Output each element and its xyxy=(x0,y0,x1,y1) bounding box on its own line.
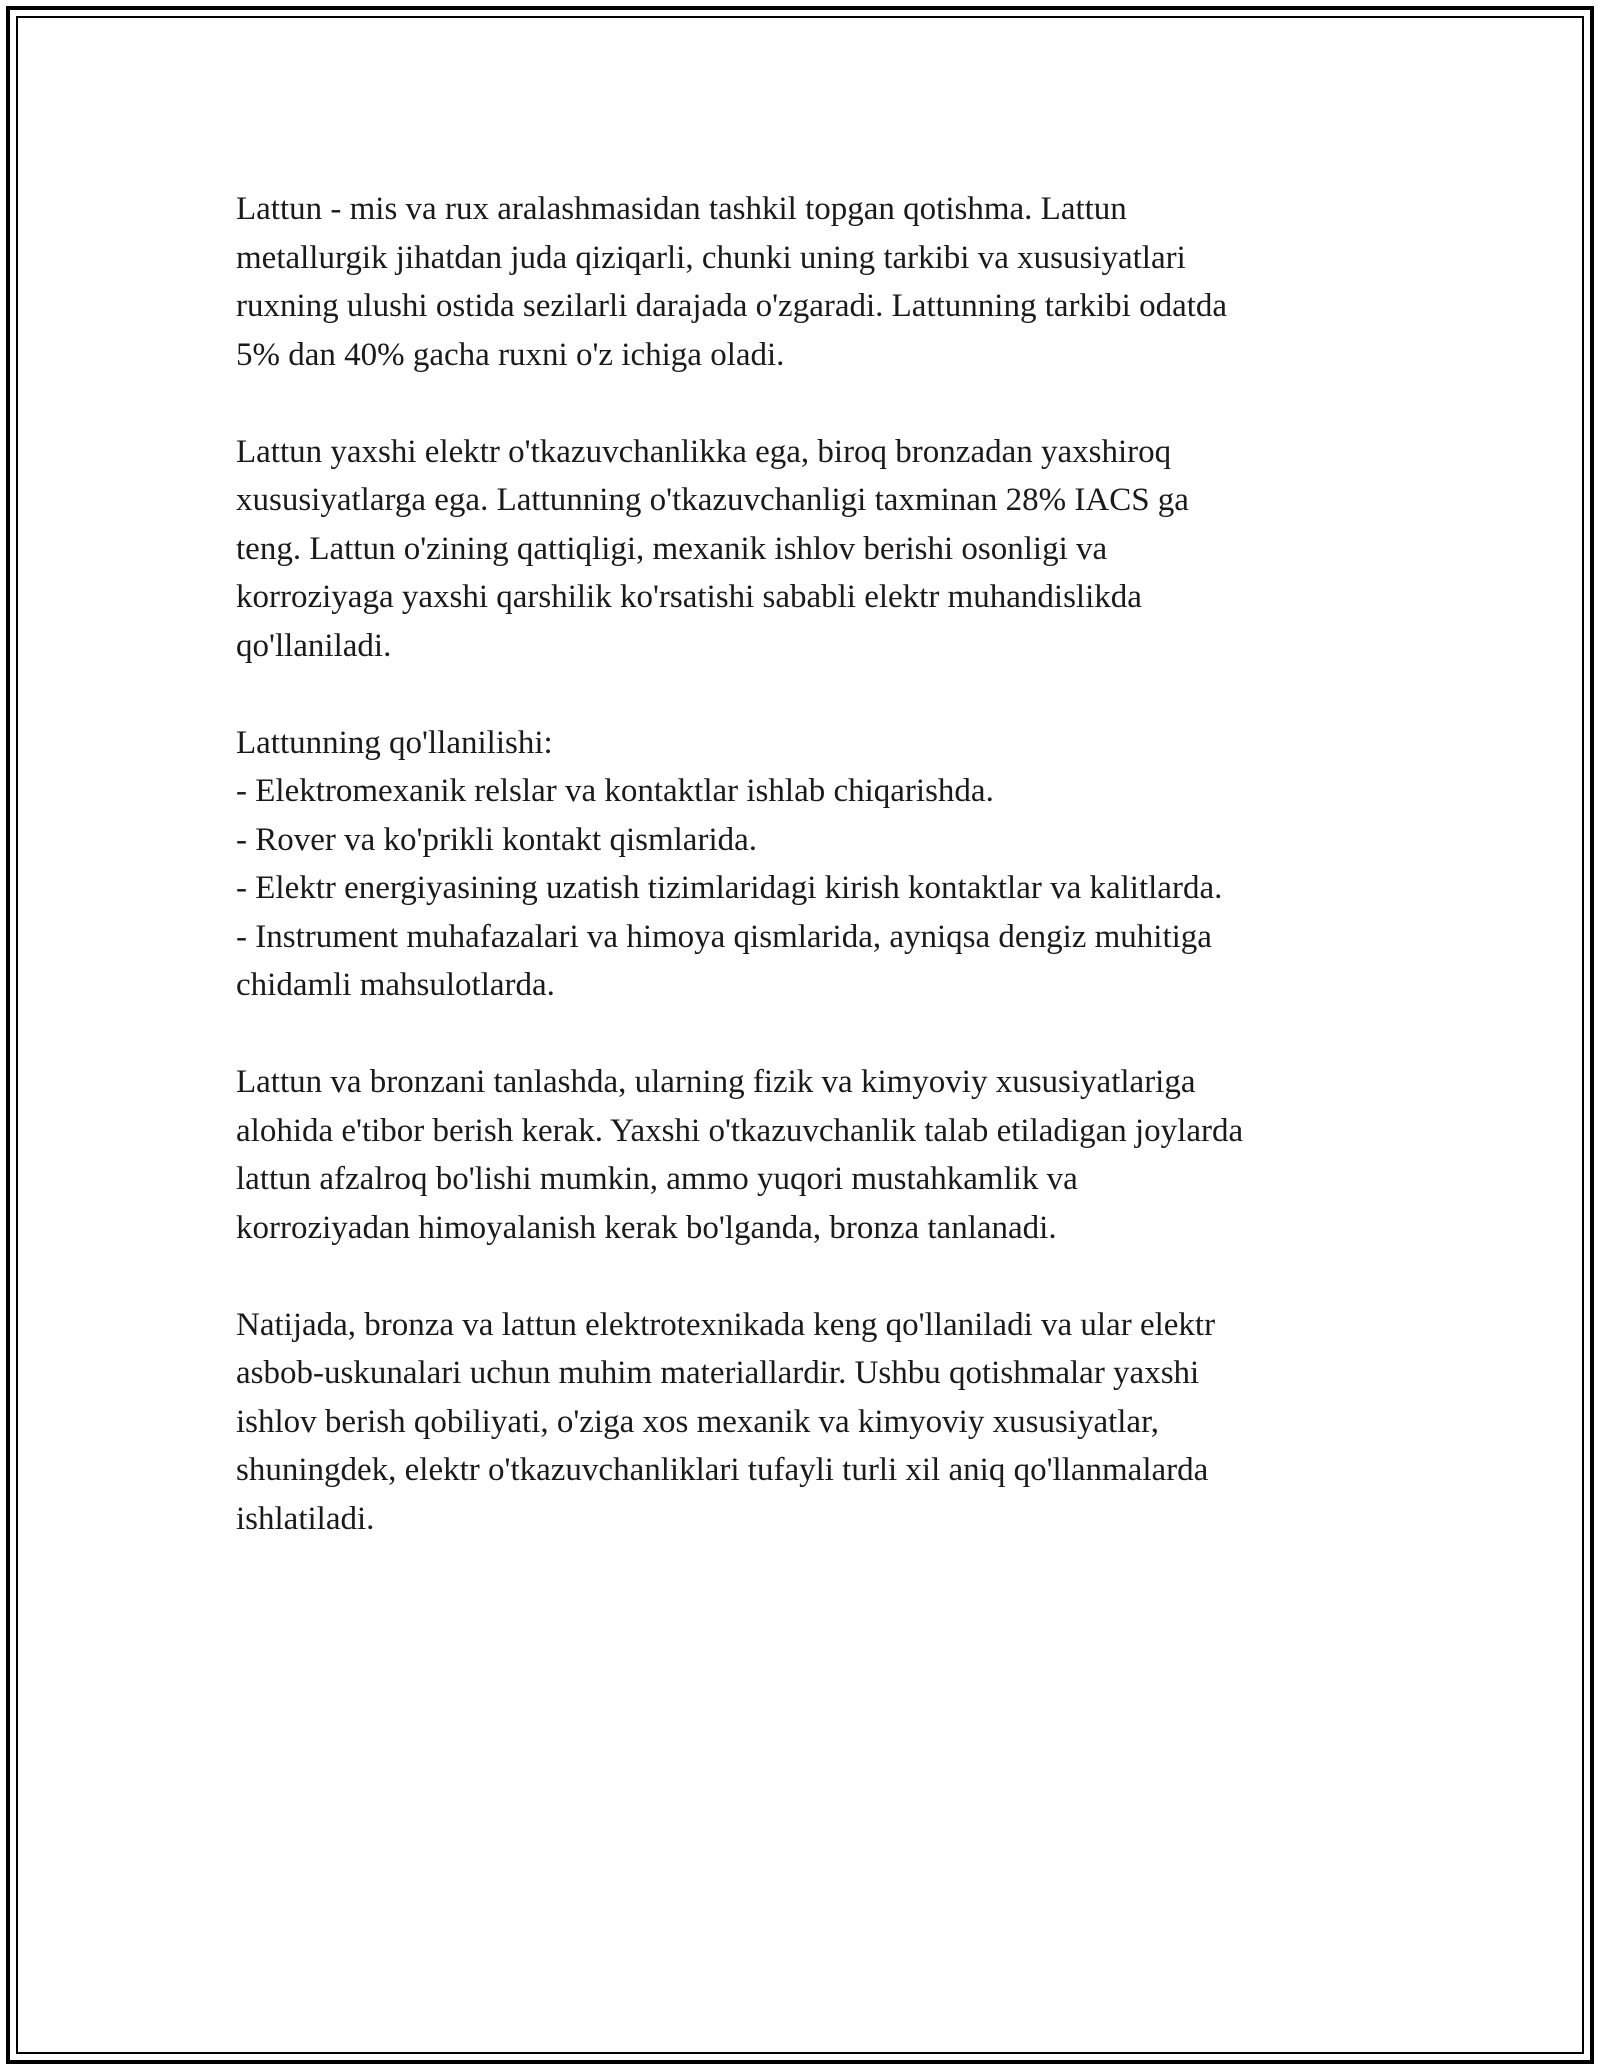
list-item: - Elektr energiyasining uzatish tizimlaridagi kirish kontaktlar va kalitlarda. xyxy=(236,870,1223,906)
list-item: - Instrument muhafazalari va himoya qismlarida, ayniqsa dengiz muhitiga chidamli mahsulotlarda. xyxy=(236,918,1212,1003)
paragraph-conductivity: Lattun yaxshi elektr o'tkazuvchanlikka ega, biroq bronzadan yaxshiroq xususiyatlarga ega. Lattunning o'tkazuvchanligi taxminan 28% IACS ga teng. Lattun o'zining qattiqligi, mexanik ishlov berishi osonligi va korroziyaga yaxshi qarshilik ko'rsatishi sababli elektr muhandislikda qo'llaniladi. xyxy=(236,433,1189,664)
list-item: - Rover va ko'prikli kontakt qismlarida. xyxy=(236,821,758,858)
list-item: - Elektromexanik relslar va kontaktlar ishlab chiqarishda. xyxy=(236,773,994,809)
applications-heading: Lattunning qo'llanilishi: xyxy=(236,724,553,761)
paragraph-intro: Lattun - mis va rux aralashmasidan tashkil topgan qotishma. Lattun metallurgik jihatdan juda qiziqarli, chunki uning tarkibi va xususiyatlari ruxning ulushi ostida sezilarli darajada o'zgaradi. Lattunning tarkibi odatda 5% dan 40% gacha ruxni o'z ichiga oladi. xyxy=(236,191,1228,373)
document-body xyxy=(236,185,1396,1592)
paragraph-selection: Lattun va bronzani tanlashda, ularning fizik va kimyoviy xususiyatlariga alohida e'tibor berish kerak. Yaxshi o'tkazuvchanlik talab etiladigan joylarda lattun afzalroq bo'lishi mumkin, ammo yuqori mustahkamlik va korroziyadan himoyalanish kerak bo'lganda, bronza tanlanadi. xyxy=(236,1064,1244,1246)
paragraph-conclusion: Natijada, bronza va lattun elektrotexnikada keng qo'llaniladi va ular elektr asbob-uskunalari uchun muhim materiallardir. Ushbu qotishmalar yaxshi ishlov berish qobiliyati, o'ziga xos mexanik va kimyoviy xususiyatlar, shuningdek, elektr o'tkazuvchanliklari tufayli turli xil aniq qo'llanmalarda ishlatiladi. xyxy=(236,1306,1216,1537)
applications-list xyxy=(236,719,1396,1010)
